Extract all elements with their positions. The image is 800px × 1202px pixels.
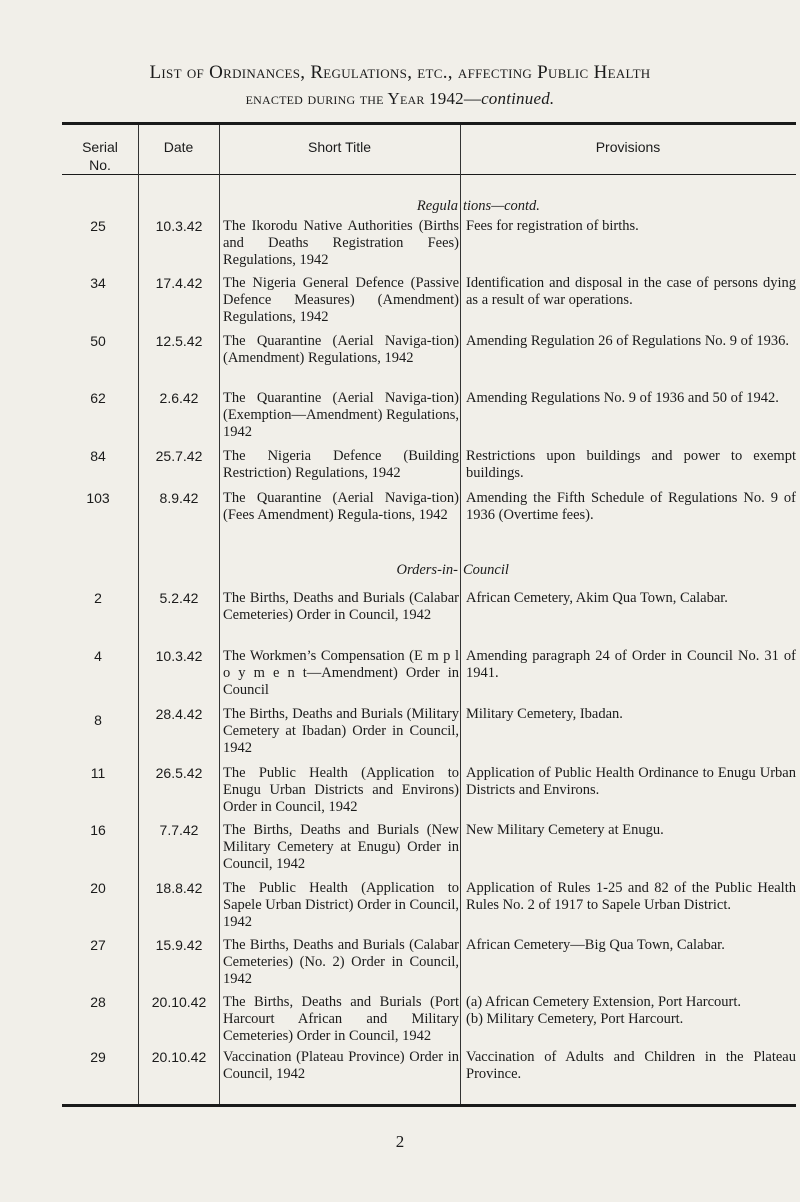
row-provisions: Application of Public Health Ordinance to Enugu Urban Districts and Environs. [466, 765, 796, 798]
row-date: 8.9.42 [159, 490, 199, 506]
table-top-rule [62, 122, 796, 125]
table-bottom-rule [62, 1104, 796, 1107]
row-serial: 16 [90, 822, 106, 838]
row-provisions: Military Cemetery, Ibadan. [466, 706, 623, 722]
page-number: 2 [395, 1132, 405, 1151]
row-provisions: African Cemetery, Akim Qua Town, Calabar. [466, 590, 728, 606]
row-serial: 4 [94, 648, 102, 664]
row-provisions: African Cemetery—Big Qua Town, Calabar. [466, 937, 725, 953]
row-title: The Nigeria General Defence (Passive Defence Measures) (Amendment) Regulations, 1942 [223, 275, 459, 325]
row-provisions: Restrictions upon buildings and power to exempt buildings. [466, 448, 796, 481]
row-title: The Births, Deaths and Burials (New Military Cemetery at Enugu) Order in Council, 1942 [223, 822, 459, 872]
section-regulations-left: Regula [416, 198, 458, 214]
heading-line-1: List of Ordinances, Regulations, etc., affecting Public Health [149, 62, 651, 83]
column-divider-2 [219, 125, 220, 1104]
row-provisions: Amending paragraph 24 of Order in Council No. 31 of 1941. [466, 648, 796, 681]
row-serial: 50 [90, 333, 106, 349]
row-title: The Nigeria Defence (Building Restriction) Regulations, 1942 [223, 448, 459, 481]
section-regulations-right: tions—contd. [463, 198, 540, 214]
row-provisions: Application of Rules 1-25 and 82 of the Public Health Rules No. 2 of 1917 to Sapele Urban District. [466, 880, 796, 913]
heading-line-2-prefix: enacted during the Year 1942— [245, 89, 482, 108]
row-date: 10.3.42 [155, 218, 203, 234]
row-title: The Workmen’s Compensation (E m p l o y m e n t—Amendment) Order in Council [223, 648, 459, 698]
row-date: 18.8.42 [155, 880, 203, 896]
row-serial: 28 [90, 994, 106, 1010]
row-serial: 84 [90, 448, 106, 464]
row-serial: 29 [90, 1049, 106, 1065]
row-provisions: Vaccination of Adults and Children in the Plateau Province. [466, 1049, 796, 1082]
row-provisions: Amending Regulations No. 9 of 1936 and 50 of 1942. [466, 390, 779, 406]
row-date: 15.9.42 [155, 937, 203, 953]
row-date: 28.4.42 [155, 706, 203, 722]
row-title: The Public Health (Application to Enugu Urban Districts and Environs) Order in Council, 1942 [223, 765, 459, 815]
row-provisions: Amending Regulation 26 of Regulations No. 9 of 1936. [466, 333, 789, 349]
row-date: 20.10.42 [151, 1049, 207, 1065]
row-serial: 2 [94, 590, 102, 606]
column-divider-3 [460, 125, 461, 1104]
section-orders-right: Council [463, 562, 509, 578]
row-date: 10.3.42 [155, 648, 203, 664]
row-serial: 103 [86, 490, 110, 506]
column-divider-1 [138, 125, 139, 1104]
row-date: 7.7.42 [159, 822, 199, 838]
row-title: The Quarantine (Aerial Naviga-tion) (Fees Amendment) Regula-tions, 1942 [223, 490, 459, 523]
row-title: The Quarantine (Aerial Naviga-tion) (Exemption—Amendment) Regulations, 1942 [223, 390, 459, 440]
heading-line-2 [0, 86, 800, 112]
row-title: The Births, Deaths and Burials (Calabar Cemeteries) (No. 2) Order in Council, 1942 [223, 937, 459, 987]
header-provisions: Provisions [595, 139, 661, 155]
header-bottom-rule [62, 174, 796, 175]
row-provisions: Amending the Fifth Schedule of Regulations No. 9 of 1936 (Overtime fees). [466, 490, 796, 523]
row-serial: 8 [94, 712, 102, 728]
row-title: Vaccination (Plateau Province) Order in Council, 1942 [223, 1049, 459, 1082]
row-serial: 25 [90, 218, 106, 234]
row-title: The Births, Deaths and Burials (Military Cemetery at Ibadan) Order in Council, 1942 [223, 706, 459, 756]
row-title: The Quarantine (Aerial Naviga-tion) (Amendment) Regulations, 1942 [223, 333, 459, 366]
row-date: 5.2.42 [159, 590, 199, 606]
row-serial: 27 [90, 937, 106, 953]
row-serial: 34 [90, 275, 106, 291]
section-orders-left: Orders-in- [396, 562, 458, 578]
row-title: The Ikorodu Native Authorities (Births and Deaths Registration Fees) Regulations, 1942 [223, 218, 459, 268]
row-date: 25.7.42 [155, 448, 203, 464]
row-provisions: Identification and disposal in the case of persons dying as a result of war operations. [466, 275, 796, 308]
row-date: 26.5.42 [155, 765, 203, 781]
header-serial: Serial No. [82, 139, 118, 173]
row-date: 17.4.42 [155, 275, 203, 291]
heading-line-2-suffix: continued. [481, 89, 555, 108]
header-date: Date [163, 139, 194, 155]
row-title: The Public Health (Application to Sapele Urban District) Order in Council, 1942 [223, 880, 459, 930]
row-date: 2.6.42 [159, 390, 199, 406]
row-serial: 62 [90, 390, 106, 406]
header-title: Short Title [307, 139, 372, 155]
row-provisions: Fees for registration of births. [466, 218, 639, 234]
row-date: 20.10.42 [151, 994, 207, 1010]
row-provisions-a: (a) African Cemetery Extension, Port Harcourt. [466, 994, 742, 1010]
row-provisions: New Military Cemetery at Enugu. [466, 822, 664, 838]
row-title: The Births, Deaths and Burials (Calabar Cemeteries) Order in Council, 1942 [223, 590, 459, 623]
row-provisions-b: (b) Military Cemetery, Port Harcourt. [466, 1011, 684, 1027]
row-serial: 20 [90, 880, 106, 896]
row-date: 12.5.42 [155, 333, 203, 349]
row-serial: 11 [90, 765, 106, 781]
page-heading [0, 60, 800, 112]
row-title: The Births, Deaths and Burials (Port Harcourt African and Military Cemeteries) Order in Council, 1942 [223, 994, 459, 1044]
